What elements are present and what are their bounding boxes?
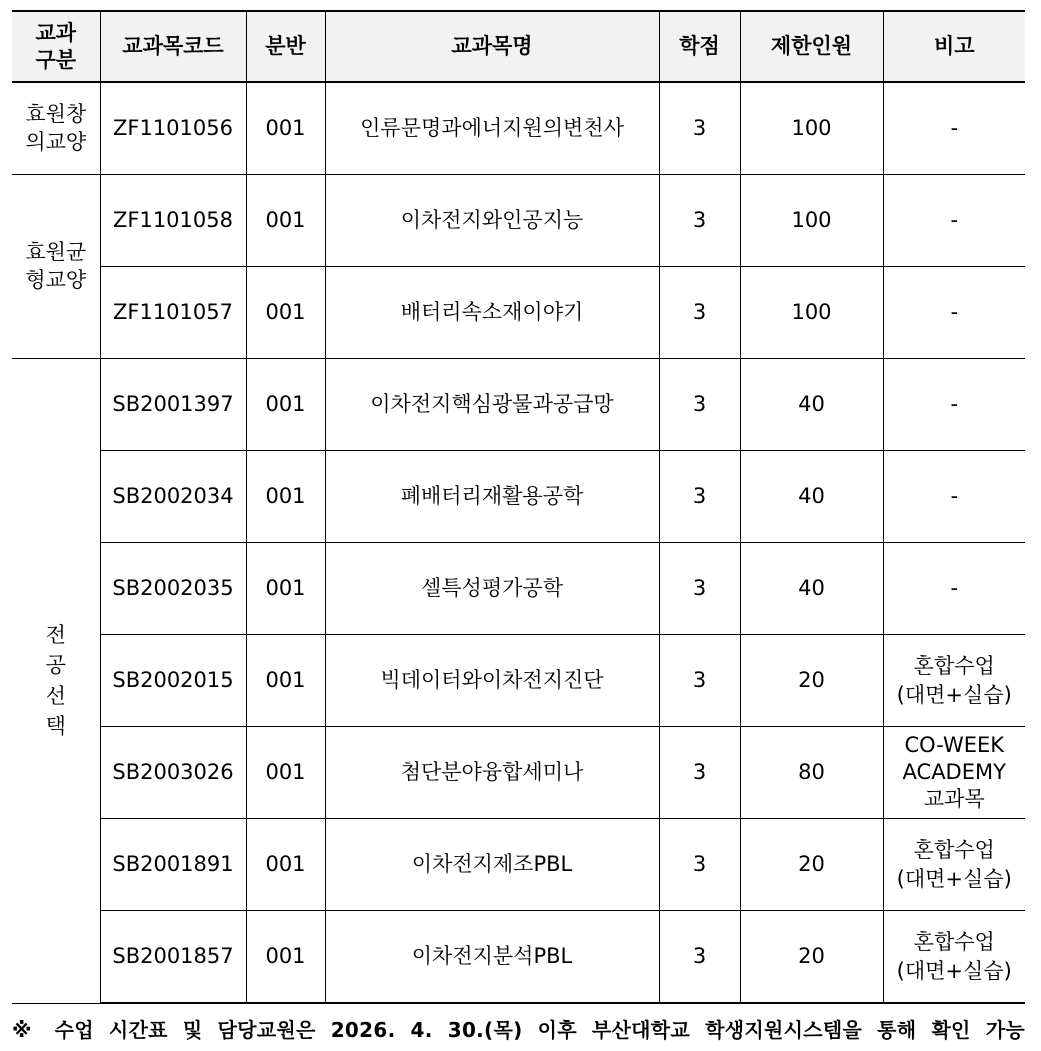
table-row <box>12 267 1025 359</box>
capacity-cell: 100 <box>740 82 883 175</box>
note-cell: 혼합수업 (대면+실습) <box>883 911 1025 1004</box>
header-section: 분반 <box>246 11 325 82</box>
capacity-cell: 80 <box>740 727 883 819</box>
capacity-cell: 20 <box>740 635 883 727</box>
section-cell: 001 <box>246 543 325 635</box>
credits-cell: 3 <box>659 267 740 359</box>
name-cell: 배터리속소재이야기 <box>325 267 659 359</box>
name-cell: 셀특성평가공학 <box>325 543 659 635</box>
name-cell: 이차전지와인공지능 <box>325 175 659 267</box>
header-code: 교과목코드 <box>100 11 246 82</box>
capacity-cell: 40 <box>740 359 883 451</box>
credits-cell: 3 <box>659 819 740 911</box>
section-cell: 001 <box>246 359 325 451</box>
category-cell: 효원창 의교양 <box>12 82 100 175</box>
section-cell: 001 <box>246 727 325 819</box>
table-row <box>12 543 1025 635</box>
code-cell: ZF1101058 <box>100 175 246 267</box>
note-cell: - <box>883 267 1025 359</box>
course-table <box>12 10 1025 1004</box>
credits-cell: 3 <box>659 175 740 267</box>
note-cell: - <box>883 175 1025 267</box>
note-cell: 혼합수업 (대면+실습) <box>883 635 1025 727</box>
capacity-cell: 40 <box>740 451 883 543</box>
capacity-cell: 20 <box>740 819 883 911</box>
name-cell: 이차전지분석PBL <box>325 911 659 1004</box>
code-cell: SB2002034 <box>100 451 246 543</box>
category-vertical-label: 전공선택 <box>45 622 66 739</box>
credits-cell: 3 <box>659 359 740 451</box>
name-cell: 인류문명과에너지원의변천사 <box>325 82 659 175</box>
credits-cell: 3 <box>659 451 740 543</box>
credits-cell: 3 <box>659 727 740 819</box>
code-cell: ZF1101056 <box>100 82 246 175</box>
section-cell: 001 <box>246 82 325 175</box>
section-cell: 001 <box>246 635 325 727</box>
table-header-row <box>12 11 1025 82</box>
section-cell: 001 <box>246 175 325 267</box>
table-row <box>12 727 1025 819</box>
code-cell: SB2001857 <box>100 911 246 1004</box>
section-cell: 001 <box>246 911 325 1004</box>
code-cell: SB2003026 <box>100 727 246 819</box>
name-cell: 이차전지핵심광물과공급망 <box>325 359 659 451</box>
note-cell: CO-WEEK ACADEMY 교과목 <box>883 727 1025 819</box>
header-note: 비고 <box>883 11 1025 82</box>
table-row <box>12 819 1025 911</box>
table-row <box>12 359 1025 451</box>
table-row <box>12 451 1025 543</box>
note-cell: - <box>883 82 1025 175</box>
code-cell: SB2002035 <box>100 543 246 635</box>
table-row <box>12 635 1025 727</box>
category-cell: 효원균 형교양 <box>12 175 100 359</box>
capacity-cell: 20 <box>740 911 883 1004</box>
footer-notice: ※ 수업 시간표 및 담당교원은 2026. 4. 30.(목) 이후 부산대학교 학생지원시스템을 통해 확인 가능 <box>12 1018 1025 1042</box>
code-cell: ZF1101057 <box>100 267 246 359</box>
category-cell <box>12 359 100 1004</box>
note-cell: - <box>883 451 1025 543</box>
name-cell: 빅데이터와이차전지진단 <box>325 635 659 727</box>
credits-cell: 3 <box>659 635 740 727</box>
section-cell: 001 <box>246 267 325 359</box>
name-cell: 이차전지제조PBL <box>325 819 659 911</box>
header-capacity: 제한인원 <box>740 11 883 82</box>
code-cell: SB2001891 <box>100 819 246 911</box>
note-cell: - <box>883 359 1025 451</box>
code-cell: SB2001397 <box>100 359 246 451</box>
table-row <box>12 175 1025 267</box>
section-cell: 001 <box>246 819 325 911</box>
header-credits: 학점 <box>659 11 740 82</box>
header-name: 교과목명 <box>325 11 659 82</box>
note-cell: 혼합수업 (대면+실습) <box>883 819 1025 911</box>
table-row <box>12 82 1025 175</box>
credits-cell: 3 <box>659 911 740 1004</box>
capacity-cell: 100 <box>740 175 883 267</box>
note-cell: - <box>883 543 1025 635</box>
name-cell: 첨단분야융합세미나 <box>325 727 659 819</box>
credits-cell: 3 <box>659 82 740 175</box>
credits-cell: 3 <box>659 543 740 635</box>
section-cell: 001 <box>246 451 325 543</box>
name-cell: 폐배터리재활용공학 <box>325 451 659 543</box>
code-cell: SB2002015 <box>100 635 246 727</box>
table-row <box>12 911 1025 1004</box>
header-category: 교과 구분 <box>12 11 100 82</box>
capacity-cell: 100 <box>740 267 883 359</box>
capacity-cell: 40 <box>740 543 883 635</box>
